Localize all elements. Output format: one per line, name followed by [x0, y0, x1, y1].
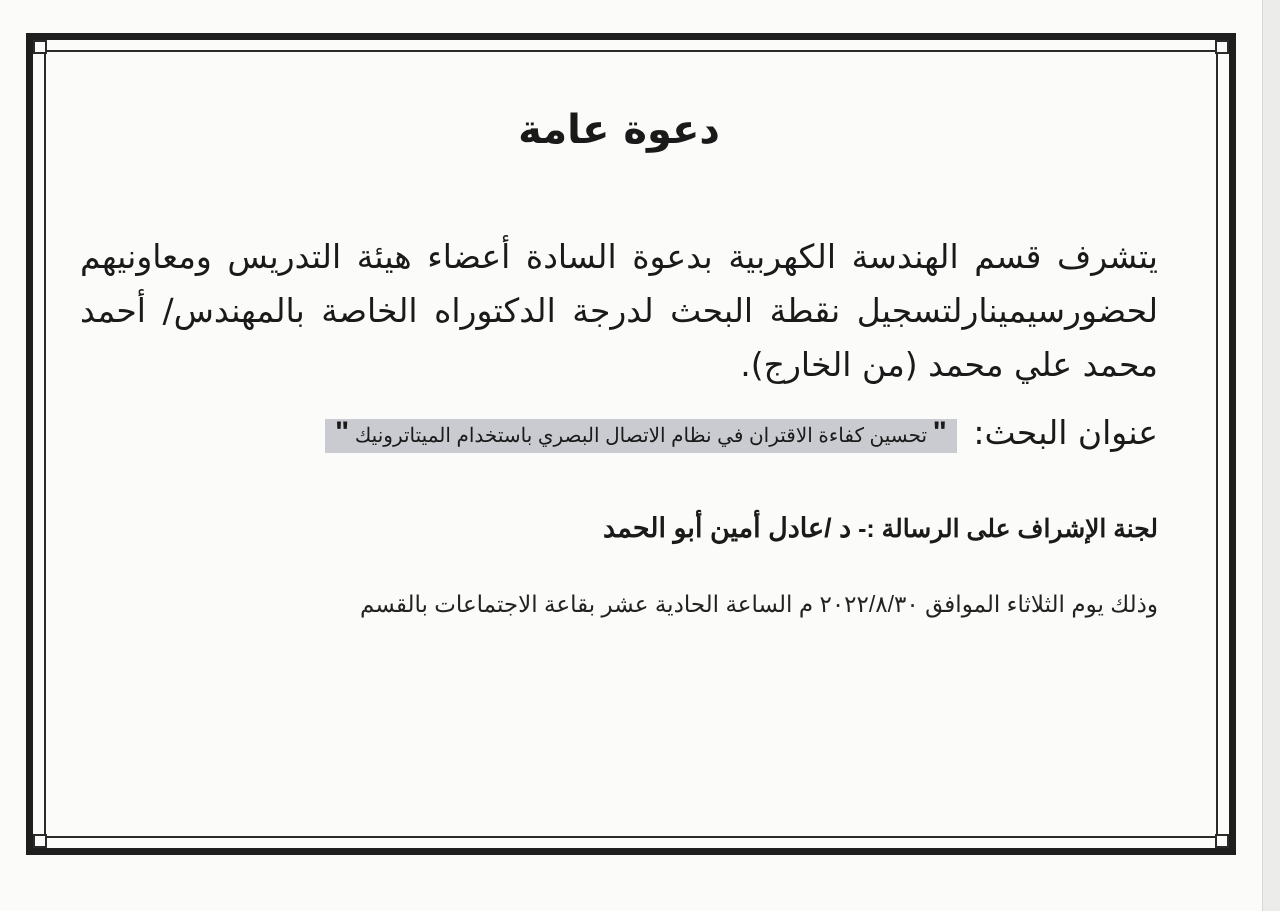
- invitation-title: دعوة عامة: [518, 107, 720, 153]
- invitation-content: [80, 95, 1158, 617]
- quote-close: ": [335, 416, 350, 449]
- corner-ornament-bottom-right: [1215, 834, 1229, 848]
- supervision-committee: [603, 513, 1158, 544]
- corner-ornament-top-right: [1215, 40, 1229, 54]
- research-title-highlight: [325, 416, 957, 453]
- corner-ornament-bottom-left: [33, 834, 47, 848]
- research-title-text: تحسين كفاءة الاقتران في نظام الاتصال البصري باستخدام الميتاترونيك: [354, 425, 928, 447]
- research-title-line: [80, 405, 1158, 461]
- supervision-label: لجنة الإشراف على الرسالة :-: [858, 515, 1158, 543]
- quote-open: ": [932, 416, 947, 449]
- invitation-body: يتشرف قسم الهندسة الكهربية بدعوة السادة أعضاء هيئة التدريس ومعاونيهم لحضورسيمينارلتسجيل نقطة البحث لدرجة الدكتوراه الخاصة بالمهندس/ أحمد محمد علي محمد (من الخارج).: [80, 237, 1158, 384]
- supervisor-name: د /عادل أمين أبو الحمد: [603, 513, 852, 543]
- date-and-venue: وذلك يوم الثلاثاء الموافق ٢٠٢٢/٨/٣٠ م الساعة الحادية عشر بقاعة الاجتماعات بالقسم: [360, 591, 1158, 617]
- research-label: عنوان البحث:: [973, 413, 1158, 452]
- corner-ornament-top-left: [33, 40, 47, 54]
- scan-edge: [1262, 0, 1280, 911]
